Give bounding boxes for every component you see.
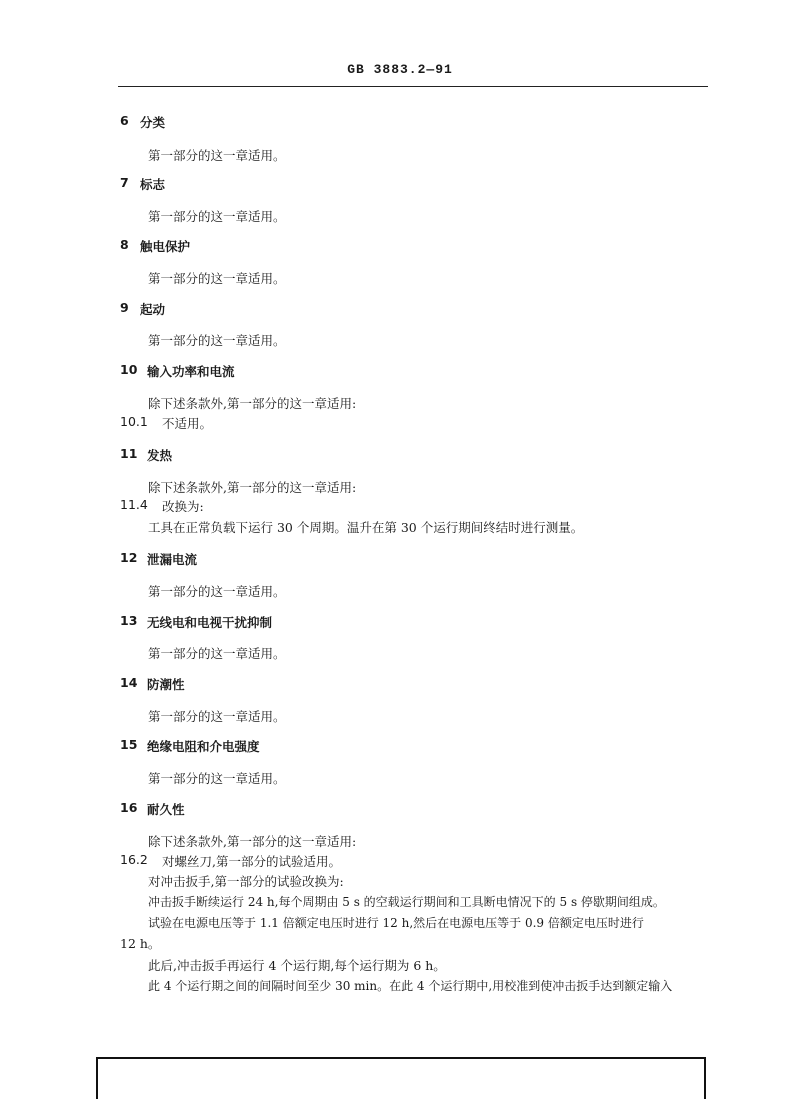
- section-title: 分类: [140, 115, 166, 130]
- document-code-header: GB 3883.2—91: [347, 62, 453, 77]
- clause-text: 改换为:: [162, 499, 204, 514]
- section-title: 防潮性: [147, 677, 185, 692]
- section-body: 第一部分的这一章适用。: [148, 333, 286, 348]
- section-number: 11: [120, 446, 138, 461]
- section-number: 12: [120, 550, 138, 565]
- section-body: 除下述条款外,第一部分的这一章适用:: [148, 396, 357, 411]
- clause-text: 不适用。: [162, 416, 213, 431]
- section-number: 8: [120, 237, 129, 252]
- clause-line: 12 h。: [120, 936, 161, 951]
- section-body: 第一部分的这一章适用。: [148, 584, 286, 599]
- section-title: 发热: [147, 448, 173, 463]
- section-number: 14: [120, 675, 138, 690]
- clause-number: 11.4: [120, 497, 148, 512]
- section-body: 第一部分的这一章适用。: [148, 271, 286, 286]
- clause-line: 对冲击扳手,第一部分的试验改换为:: [148, 874, 344, 889]
- section-title: 泄漏电流: [147, 552, 198, 567]
- section-title: 无线电和电视干扰抑制: [147, 615, 273, 630]
- section-title: 输入功率和电流: [147, 364, 235, 379]
- clause-text: 对螺丝刀,第一部分的试验适用。: [162, 854, 341, 869]
- section-body: 除下述条款外,第一部分的这一章适用:: [148, 480, 357, 495]
- section-number: 9: [120, 300, 129, 315]
- clause-line: 此 4 个运行期之间的间隔时间至少 30 min。在此 4 个运行期中,用校准到使冲击扳手达到额定输入: [148, 979, 673, 993]
- section-body: 除下述条款外,第一部分的这一章适用:: [148, 834, 357, 849]
- section-body: 第一部分的这一章适用。: [148, 709, 286, 724]
- section-number: 10: [120, 362, 138, 377]
- section-body: 第一部分的这一章适用。: [148, 646, 286, 661]
- clause-number: 10.1: [120, 414, 148, 429]
- header-rule: [118, 86, 708, 87]
- section-number: 6: [120, 113, 129, 128]
- section-body: 第一部分的这一章适用。: [148, 771, 286, 786]
- bottom-border-box: [96, 1057, 706, 1099]
- section-title: 耐久性: [147, 802, 185, 817]
- section-number: 13: [120, 613, 138, 628]
- clause-detail: 工具在正常负载下运行 30 个周期。温升在第 30 个运行期间终结时进行测量。: [148, 520, 584, 535]
- clause-line: 试验在电源电压等于 1.1 倍额定电压时进行 12 h,然后在电源电压等于 0.9 倍额定电压时进行: [148, 916, 644, 930]
- section-title: 起动: [140, 302, 166, 317]
- section-title: 标志: [140, 177, 166, 192]
- section-body: 第一部分的这一章适用。: [148, 209, 286, 224]
- clause-number: 16.2: [120, 852, 148, 867]
- clause-line: 冲击扳手断续运行 24 h,每个周期由 5 s 的空载运行期间和工具断电情况下的 5 s 停歇期间组成。: [148, 895, 665, 909]
- section-number: 15: [120, 737, 138, 752]
- section-title: 触电保护: [140, 239, 191, 254]
- section-number: 16: [120, 800, 138, 815]
- section-title: 绝缘电阻和介电强度: [147, 739, 260, 754]
- clause-line: 此后,冲击扳手再运行 4 个运行期,每个运行期为 6 h。: [148, 958, 446, 973]
- section-number: 7: [120, 175, 129, 190]
- section-body: 第一部分的这一章适用。: [148, 148, 286, 163]
